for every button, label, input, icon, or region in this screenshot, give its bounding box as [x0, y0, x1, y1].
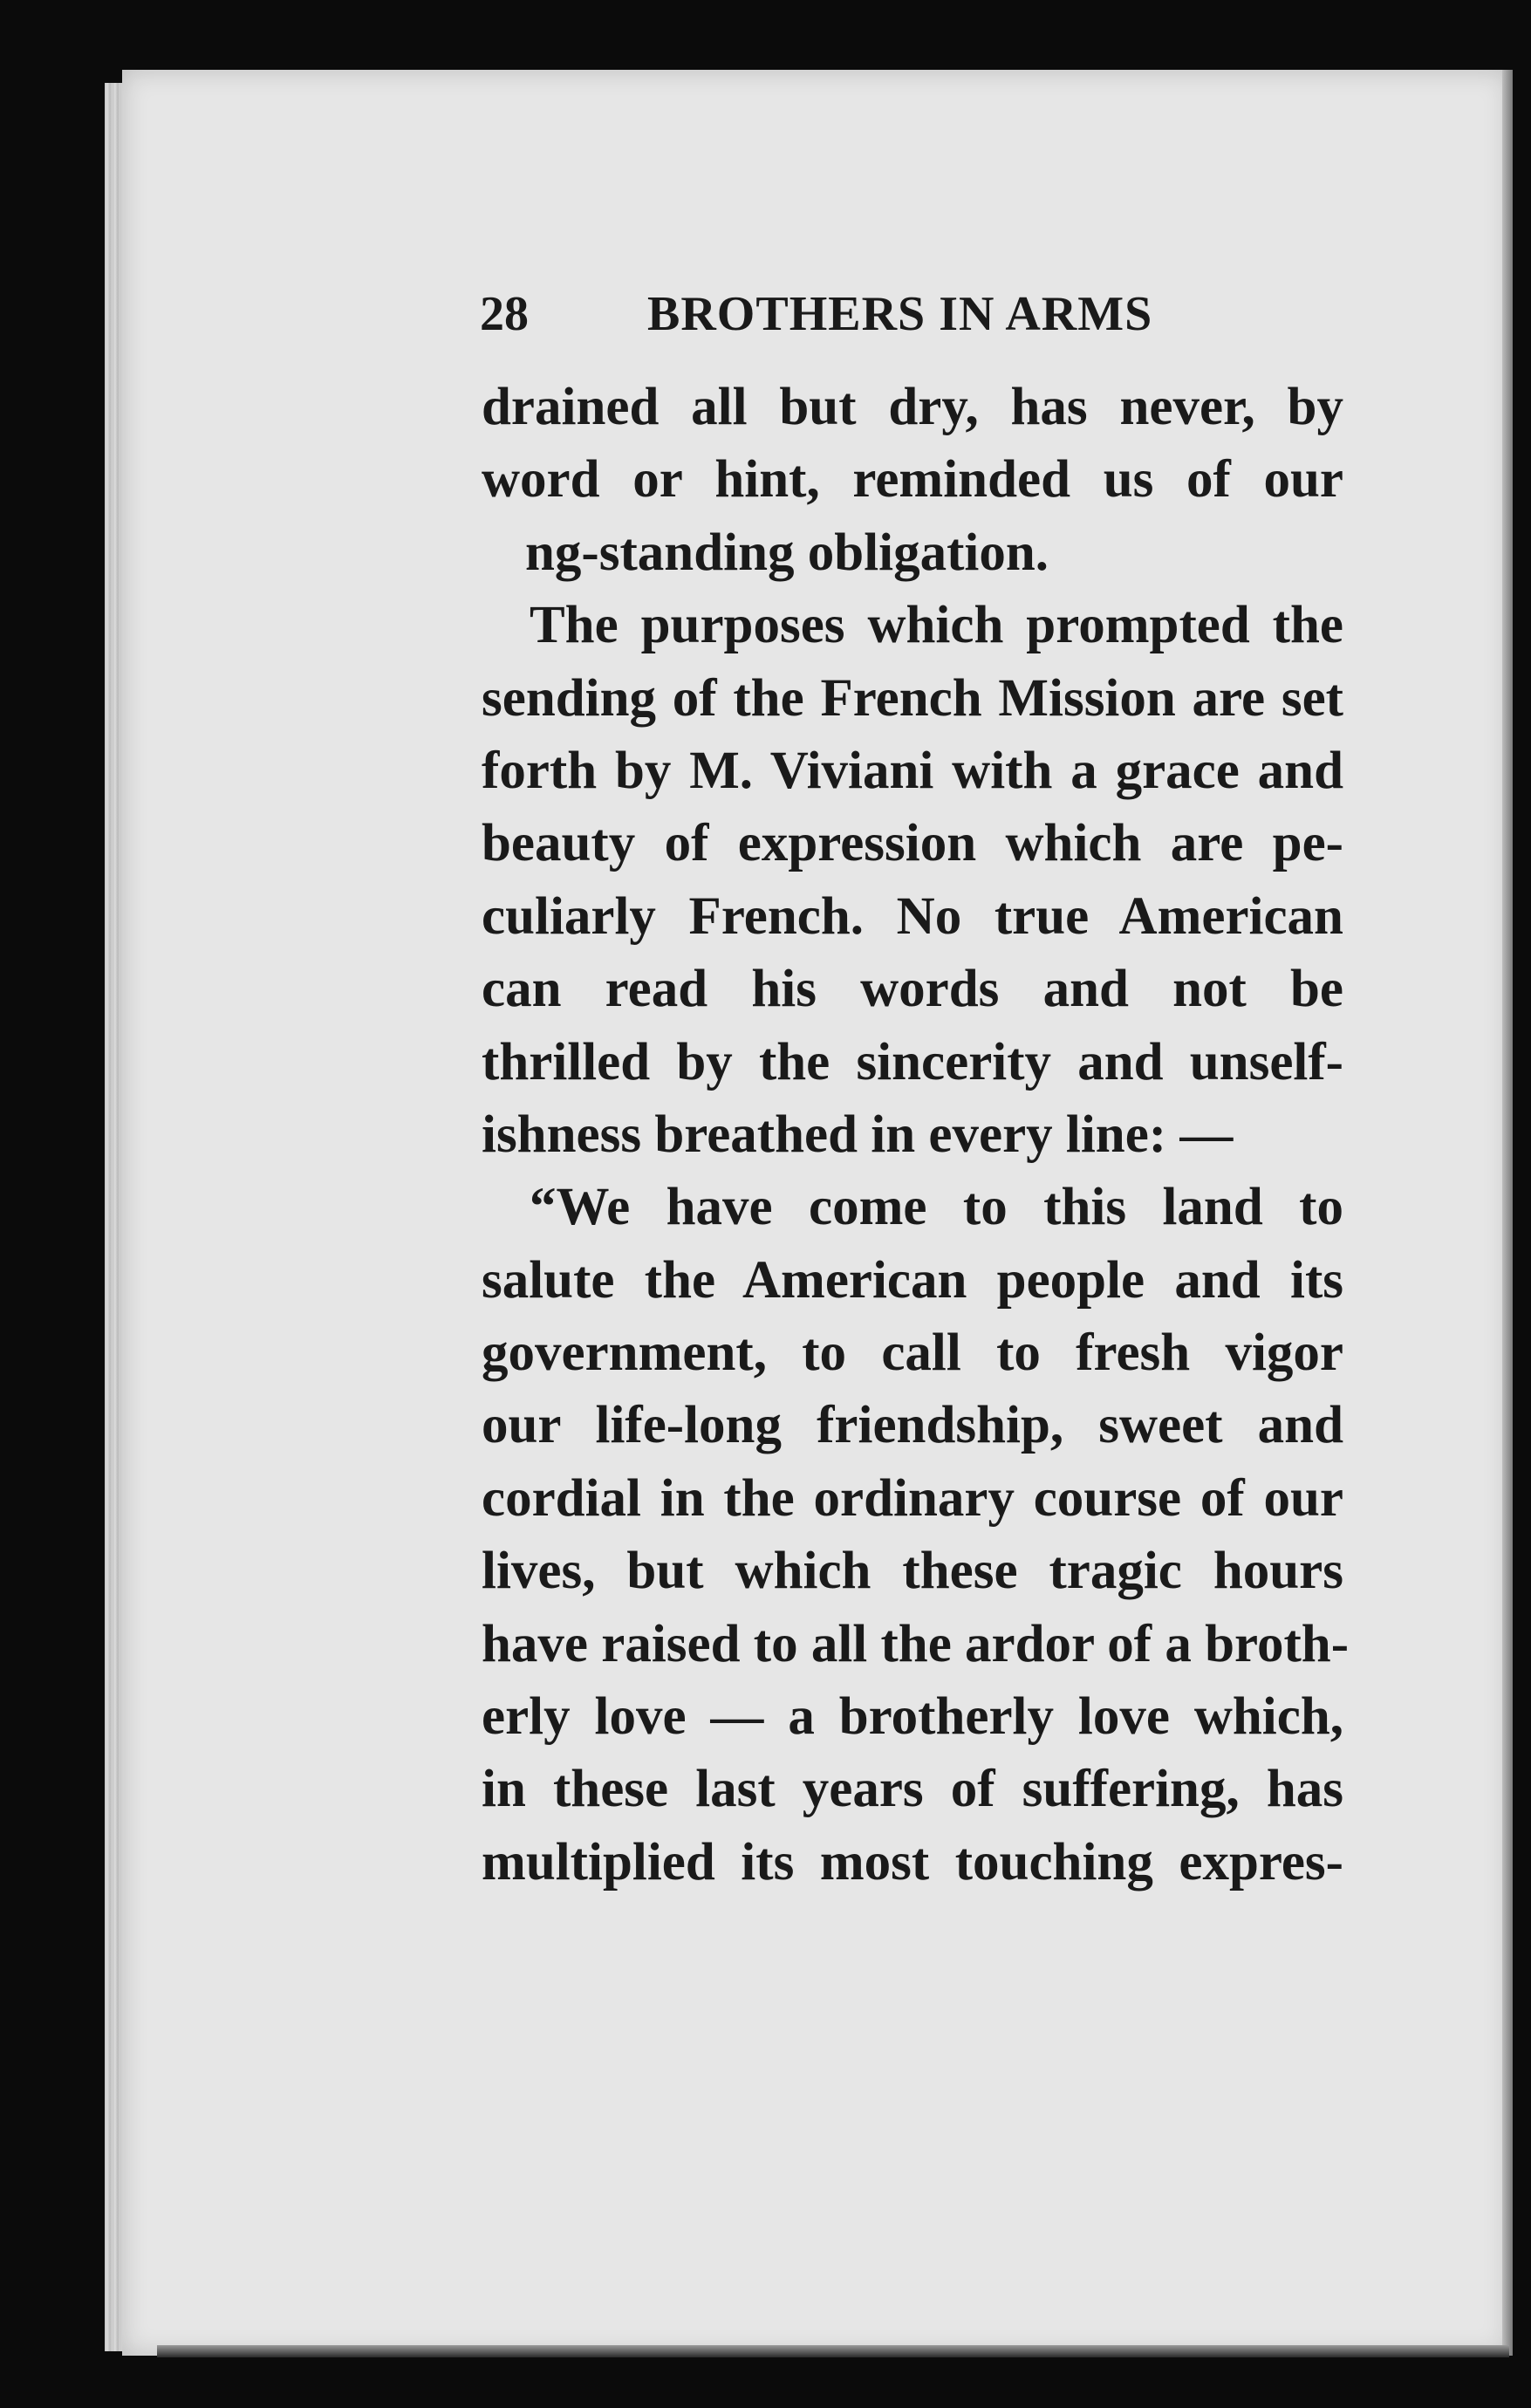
text-line: our life-long friendship, sweet and	[482, 1396, 1343, 1455]
text-line: sending of the French Mission are set	[482, 668, 1343, 728]
text-line: cordial in the ordinary course of our	[482, 1468, 1343, 1528]
paragraph-first-line: The purposes which prompted the	[530, 596, 1343, 655]
text-line: beauty of expression which are pe-	[482, 814, 1343, 873]
text-line: forth by M. Viviani with a grace and	[482, 741, 1343, 800]
text-line: erly love — a brotherly love which,	[482, 1687, 1343, 1747]
running-title: BROTHERS IN ARMS	[647, 287, 1153, 341]
quotation-first-line: “We have come to this land to	[530, 1178, 1343, 1237]
text-line: government, to call to fresh vigor	[482, 1324, 1343, 1383]
text-line: can read his words and not be	[482, 960, 1343, 1019]
page-bottom-edge	[157, 2345, 1509, 2357]
text-line: word or hint, reminded us of our	[482, 450, 1343, 510]
text-line: salute the American people and its	[482, 1250, 1343, 1310]
text-line: multiplied its most touching expres-	[482, 1832, 1343, 1892]
text-line: ng-standing obligation.	[525, 523, 1049, 582]
text-line: ishness breathed in every line: —	[482, 1105, 1234, 1164]
text-line: thrilled by the sincerity and unself-	[482, 1032, 1343, 1091]
page-right-edge	[1502, 70, 1513, 2356]
body-text	[482, 371, 1350, 1898]
text-line: have raised to all the ardor of a broth-	[482, 1614, 1350, 1673]
text-line: drained all but dry, has never, by	[482, 378, 1343, 436]
page-number: 28	[480, 287, 529, 341]
text-line: lives, but which these tragic hours	[482, 1542, 1343, 1601]
text-line: in these last years of suffering, has	[482, 1760, 1343, 1819]
page-header	[480, 284, 1352, 345]
text-line: culiarly French. No true American	[482, 886, 1343, 946]
